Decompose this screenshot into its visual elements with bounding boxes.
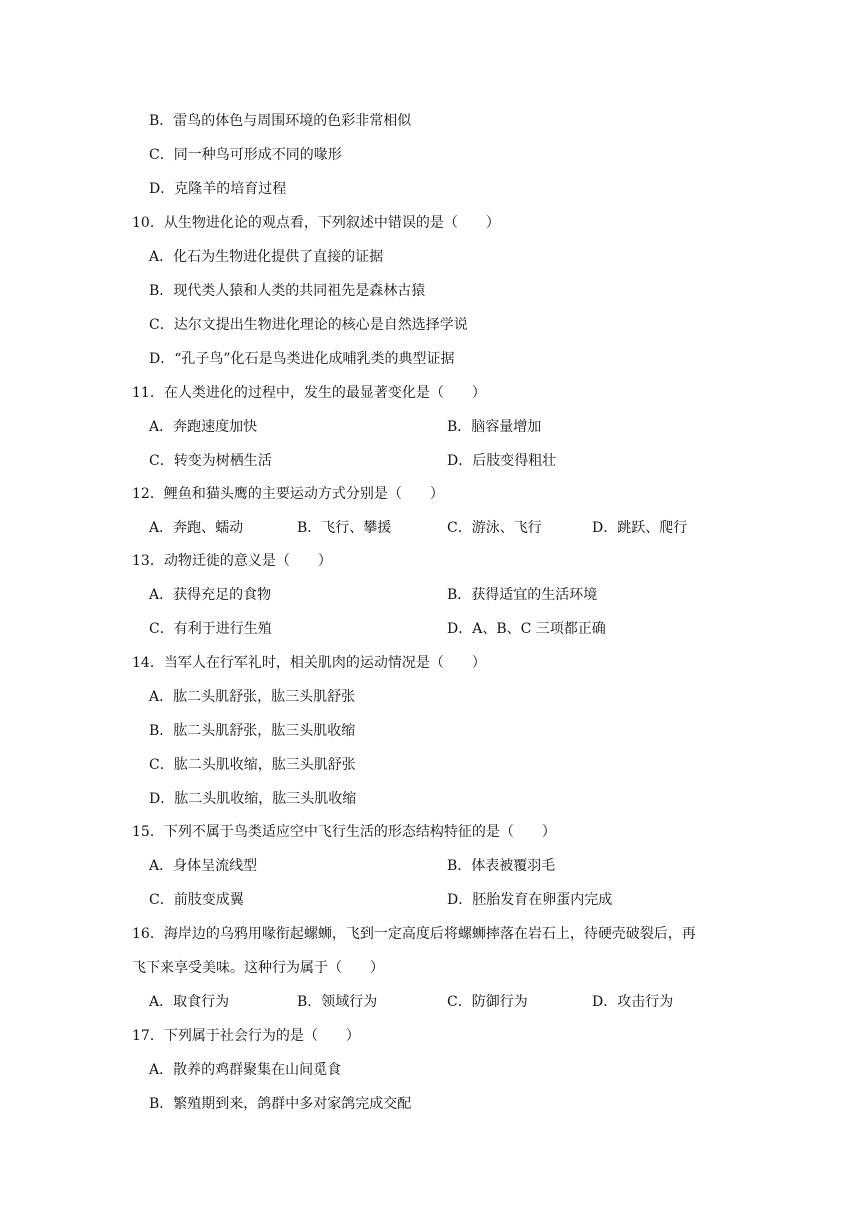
q12-option-a: A．奔跑、蠕动 [149,520,244,536]
q12-option-b: B．飞行、攀援 [297,520,392,536]
question-17: 17．下列属于社会行为的是（ ） [132,1028,360,1044]
q10-option-b: B．现代类人猿和人类的共同祖先是森林古猿 [149,283,426,299]
question-14: 14．当军人在行军礼时，相关肌肉的运动情况是（ ） [132,655,486,671]
q10-option-a: A．化石为生物进化提供了直接的证据 [149,249,384,265]
q16-option-b: B．领域行为 [297,994,378,1010]
q11-option-a: A．奔跑速度加快 [149,419,258,435]
q13-option-c: C．有利于进行生殖 [149,621,272,637]
q12-option-c: C．游泳、飞行 [447,520,542,536]
q14-option-b: B．肱二头肌舒张，肱三头肌收缩 [149,723,356,739]
q14-option-c: C．肱二头肌收缩，肱三头肌舒张 [149,757,356,773]
q15-option-d: D．胚胎发育在卵蛋内完成 [447,892,613,908]
q16-option-d: D．攻击行为 [592,994,674,1010]
question-11: 11．在人类进化的过程中，发生的最显著变化是（ ） [132,385,486,401]
question-15: 15．下列不属于鸟类适应空中飞行生活的形态结构特征的是（ ） [132,824,556,840]
question-10: 10．从生物进化论的观点看，下列叙述中错误的是（ ） [132,215,500,231]
q14-option-d: D．肱二头肌收缩，肱三头肌收缩 [149,791,357,807]
q11-option-d: D．后肢变得粗壮 [447,453,557,469]
q15-option-b: B．体表被覆羽毛 [447,858,556,874]
question-16-continued: 飞下来享受美味。这种行为属于（ ） [132,960,384,976]
question-16: 16．海岸边的乌鸦用喙衔起螺蛳，飞到一定高度后将螺蛳摔落在岩石上，待硬壳破裂后，再 [132,926,696,942]
q11-option-b: B．脑容量增加 [447,419,542,435]
q16-option-a: A．取食行为 [149,994,230,1010]
q13-option-a: A．获得充足的食物 [149,587,272,603]
q16-option-c: C．防御行为 [447,994,528,1010]
q10-option-d: D．“孔子鸟”化石是鸟类进化成哺乳类的典型证据 [149,351,455,367]
question-13: 13．动物迁徙的意义是（ ） [132,553,332,569]
q9-option-c: C．同一种鸟可形成不同的喙形 [149,147,342,163]
q13-option-b: B．获得适宜的生活环境 [447,587,598,603]
q17-option-b: B．繁殖期到来，鸽群中多对家鸽完成交配 [149,1096,412,1112]
q14-option-a: A．肱二头肌舒张，肱三头肌舒张 [149,689,356,705]
q9-option-d: D．克隆羊的培育过程 [149,181,287,197]
q10-option-c: C．达尔文提出生物进化理论的核心是自然选择学说 [149,317,468,333]
q17-option-a: A．散养的鸡群聚集在山间觅食 [149,1062,342,1078]
question-12: 12．鲤鱼和猫头鹰的主要运动方式分别是（ ） [132,486,444,502]
q12-option-d: D．跳跃、爬行 [592,520,688,536]
q15-option-a: A．身体呈流线型 [149,858,258,874]
q13-option-d: D．A、B、C 三项都正确 [447,621,606,637]
q15-option-c: C．前肢变成翼 [149,892,244,908]
q9-option-b: B．雷鸟的体色与周围环境的色彩非常相似 [149,113,412,129]
q11-option-c: C．转变为树栖生活 [149,453,272,469]
